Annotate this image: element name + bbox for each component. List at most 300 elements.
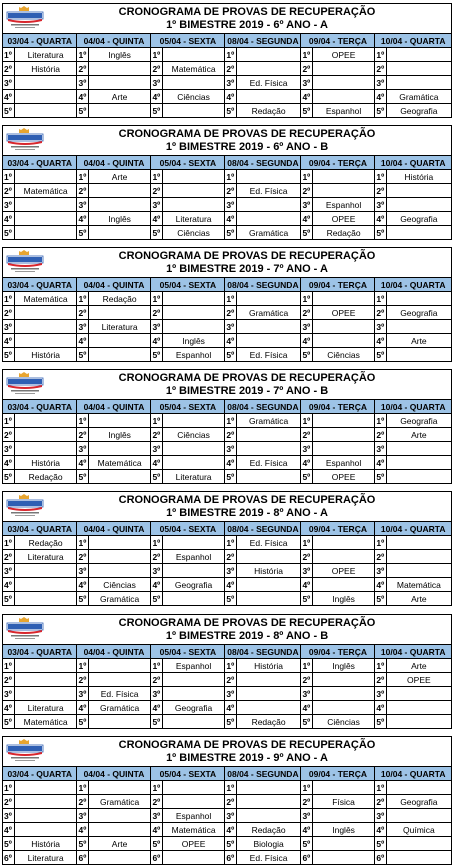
day-header: 05/04 - SEXTA [151, 645, 225, 659]
period-number: 2º [376, 429, 385, 440]
subject-cell: Gramática [236, 306, 301, 320]
period-number: 3º [152, 688, 161, 699]
period-number: 4º [152, 579, 161, 590]
period-number: 5º [78, 593, 87, 604]
day-header: 04/04 - QUINTA [77, 278, 151, 292]
period-number: 3º [226, 77, 235, 88]
block-subtitle: 1º BIMESTRE 2019 - 7º ANO - A [166, 263, 328, 275]
period-number: 5º [376, 105, 385, 116]
subject-cell [162, 781, 225, 795]
subject-cell [386, 781, 451, 795]
schedule-table [3, 645, 451, 728]
period-row [3, 781, 451, 795]
subject-cell: Ed. Física [236, 76, 301, 90]
period-number: 5º [3, 226, 14, 240]
period-number: 1º [3, 781, 14, 795]
day-header: 04/04 - QUINTA [77, 400, 151, 414]
period-number: 5º [226, 105, 235, 116]
period-row [3, 170, 451, 184]
subject-cell: OPEE [312, 48, 375, 62]
period-number: 4º [226, 579, 235, 590]
period-number: 1º [376, 49, 385, 60]
period-row [3, 550, 451, 564]
subject-cell [236, 320, 301, 334]
subject-cell [14, 320, 77, 334]
period-number: 1º [3, 536, 14, 550]
day-header: 05/04 - SEXTA [151, 34, 225, 48]
period-number: 2º [226, 307, 235, 318]
subject-cell [312, 62, 375, 76]
subject-cell [236, 809, 301, 823]
schedule-block [2, 247, 452, 362]
period-number: 6º [226, 852, 235, 863]
subject-cell: Arte [88, 170, 151, 184]
subject-cell: Ciências [88, 578, 151, 592]
schedule-table [3, 400, 451, 483]
subject-cell [162, 456, 225, 470]
period-number: 2º [3, 62, 14, 76]
period-row [3, 795, 451, 809]
period-number: 3º [3, 564, 14, 578]
period-row [3, 715, 451, 729]
period-number: 5º [152, 227, 161, 238]
day-header: 08/04 - SEGUNDA [225, 34, 301, 48]
school-logo-icon [5, 128, 45, 152]
subject-cell: Literatura [14, 48, 77, 62]
subject-cell: Espanhol [162, 550, 225, 564]
subject-cell: Literatura [14, 701, 77, 715]
subject-cell [88, 348, 151, 362]
period-number: 4º [302, 213, 311, 224]
period-number: 5º [302, 838, 311, 849]
schedule-block [2, 125, 452, 240]
block-title: CRONOGRAMA DE PROVAS DE RECUPERAÇÃO [118, 128, 376, 140]
day-header-row [3, 767, 451, 781]
period-number: 1º [302, 415, 311, 426]
subject-cell [88, 198, 151, 212]
subject-cell: Química [386, 823, 451, 837]
day-header: 08/04 - SEGUNDA [225, 156, 301, 170]
subject-cell: Ed. Física [236, 536, 301, 550]
period-number: 5º [152, 838, 161, 849]
period-row [3, 48, 451, 62]
period-number: 3º [3, 687, 14, 701]
period-number: 4º [3, 823, 14, 837]
subject-cell [312, 184, 375, 198]
period-number: 2º [226, 185, 235, 196]
period-number: 2º [376, 185, 385, 196]
day-header: 08/04 - SEGUNDA [225, 645, 301, 659]
period-number: 3º [376, 810, 385, 821]
subject-cell [386, 442, 451, 456]
subject-cell: Física [312, 795, 375, 809]
block-header [3, 370, 451, 400]
day-header: 08/04 - SEGUNDA [225, 400, 301, 414]
subject-cell: Inglês [312, 823, 375, 837]
subject-cell [14, 781, 77, 795]
period-number: 2º [78, 674, 87, 685]
period-number: 4º [152, 91, 161, 102]
subject-cell [312, 292, 375, 306]
period-row [3, 226, 451, 240]
subject-cell [88, 659, 151, 673]
period-number: 4º [78, 824, 87, 835]
period-number: 3º [226, 688, 235, 699]
subject-cell: História [14, 456, 77, 470]
period-number: 4º [78, 457, 87, 468]
subject-cell [386, 48, 451, 62]
period-number: 1º [302, 171, 311, 182]
subject-cell: Literatura [14, 851, 77, 865]
block-header [3, 248, 451, 278]
period-number: 4º [302, 457, 311, 468]
subject-cell [312, 334, 375, 348]
subject-cell: Arte [88, 90, 151, 104]
day-header: 04/04 - QUINTA [77, 34, 151, 48]
subject-cell: Literatura [88, 320, 151, 334]
period-number: 1º [152, 537, 161, 548]
day-header: 10/04 - QUARTA [375, 522, 451, 536]
subject-cell [312, 442, 375, 456]
period-row [3, 673, 451, 687]
subject-cell: Inglês [88, 212, 151, 226]
period-row [3, 428, 451, 442]
day-header: 10/04 - QUARTA [375, 645, 451, 659]
block-header [3, 126, 451, 156]
period-number: 3º [376, 199, 385, 210]
block-title: CRONOGRAMA DE PROVAS DE RECUPERAÇÃO [118, 250, 376, 262]
day-header: 03/04 - QUARTA [3, 522, 77, 536]
subject-cell: Arte [386, 592, 451, 606]
period-number: 1º [302, 49, 311, 60]
subject-cell [312, 414, 375, 428]
subject-cell [236, 90, 301, 104]
subject-cell [236, 673, 301, 687]
subject-cell [88, 715, 151, 729]
subject-cell [162, 184, 225, 198]
day-header-row [3, 34, 451, 48]
period-number: 2º [376, 796, 385, 807]
period-number: 4º [226, 335, 235, 346]
period-number: 2º [226, 551, 235, 562]
period-number: 3º [3, 76, 14, 90]
period-number: 1º [152, 782, 161, 793]
period-number: 5º [376, 593, 385, 604]
period-number: 5º [302, 349, 311, 360]
subject-cell [14, 226, 77, 240]
period-number: 4º [302, 579, 311, 590]
subject-cell: Gramática [236, 414, 301, 428]
school-logo-icon [5, 250, 45, 274]
subject-cell [162, 170, 225, 184]
subject-cell [14, 212, 77, 226]
subject-cell [236, 470, 301, 484]
subject-cell [386, 292, 451, 306]
period-row [3, 292, 451, 306]
subject-cell [14, 334, 77, 348]
subject-cell [386, 184, 451, 198]
subject-cell [236, 292, 301, 306]
subject-cell [88, 306, 151, 320]
period-row [3, 837, 451, 851]
subject-cell [312, 428, 375, 442]
period-number: 2º [3, 550, 14, 564]
subject-cell [386, 320, 451, 334]
day-header-row [3, 645, 451, 659]
period-number: 5º [78, 471, 87, 482]
subject-cell: Espanhol [162, 348, 225, 362]
subject-cell: OPEE [312, 212, 375, 226]
subject-cell [88, 536, 151, 550]
subject-cell [236, 212, 301, 226]
subject-cell: Inglês [88, 428, 151, 442]
period-number: 1º [226, 49, 235, 60]
period-number: 4º [78, 91, 87, 102]
subject-cell: História [14, 62, 77, 76]
day-header: 03/04 - QUARTA [3, 278, 77, 292]
subject-cell: OPEE [312, 306, 375, 320]
day-header: 04/04 - QUINTA [77, 645, 151, 659]
subject-cell [386, 809, 451, 823]
period-number: 2º [376, 551, 385, 562]
period-number: 3º [78, 443, 87, 454]
schedule-block [2, 614, 452, 729]
period-row [3, 348, 451, 362]
block-subtitle: 1º BIMESTRE 2019 - 8º ANO - A [166, 507, 328, 519]
subject-cell [162, 104, 225, 118]
school-logo-icon [5, 6, 45, 30]
subject-cell [386, 715, 451, 729]
period-number: 2º [226, 429, 235, 440]
subject-cell: Gramática [88, 592, 151, 606]
subject-cell: Ciências [162, 226, 225, 240]
subject-cell [386, 837, 451, 851]
block-subtitle: 1º BIMESTRE 2019 - 7º ANO - B [165, 385, 329, 397]
school-logo-icon [5, 372, 45, 396]
period-row [3, 442, 451, 456]
subject-cell: Geografia [386, 306, 451, 320]
period-number: 4º [376, 457, 385, 468]
period-number: 3º [3, 198, 14, 212]
period-number: 2º [302, 674, 311, 685]
period-row [3, 184, 451, 198]
subject-cell [386, 76, 451, 90]
block-title: CRONOGRAMA DE PROVAS DE RECUPERAÇÃO [118, 494, 376, 506]
subject-cell: Ciências [312, 348, 375, 362]
period-number: 2º [78, 429, 87, 440]
period-number: 1º [78, 782, 87, 793]
period-number: 2º [226, 796, 235, 807]
schedule-block [2, 736, 452, 865]
subject-cell: Espanhol [312, 104, 375, 118]
period-number: 2º [78, 551, 87, 562]
period-number: 1º [78, 293, 87, 304]
subject-cell: Ed. Física [236, 184, 301, 198]
period-row [3, 414, 451, 428]
period-number: 4º [152, 824, 161, 835]
period-number: 5º [152, 349, 161, 360]
period-number: 1º [78, 537, 87, 548]
period-number: 2º [3, 428, 14, 442]
period-row [3, 456, 451, 470]
period-number: 5º [376, 838, 385, 849]
period-number: 1º [302, 782, 311, 793]
subject-cell: Geografia [386, 104, 451, 118]
subject-cell: Redação [312, 226, 375, 240]
subject-cell: Arte [88, 837, 151, 851]
subject-cell [312, 837, 375, 851]
subject-cell: História [386, 170, 451, 184]
subject-cell [386, 456, 451, 470]
subject-cell: Redação [236, 104, 301, 118]
subject-cell [14, 104, 77, 118]
block-subtitle: 1º BIMESTRE 2019 - 8º ANO - B [165, 630, 329, 642]
subject-cell [236, 48, 301, 62]
subject-cell [236, 442, 301, 456]
subject-cell: História [14, 837, 77, 851]
period-number: 1º [78, 415, 87, 426]
subject-cell [14, 90, 77, 104]
subject-cell [14, 306, 77, 320]
period-number: 5º [3, 837, 14, 851]
period-number: 1º [302, 660, 311, 671]
day-header-row [3, 400, 451, 414]
subject-cell [14, 198, 77, 212]
period-number: 4º [376, 91, 385, 102]
period-number: 4º [152, 213, 161, 224]
period-row [3, 90, 451, 104]
subject-cell [386, 701, 451, 715]
period-number: 1º [376, 782, 385, 793]
schedule-table [3, 767, 451, 864]
subject-cell [14, 76, 77, 90]
subject-cell: Redação [88, 292, 151, 306]
subject-cell: Matemática [14, 292, 77, 306]
period-number: 2º [152, 674, 161, 685]
period-number: 3º [152, 443, 161, 454]
period-number: 3º [152, 810, 161, 821]
day-header: 04/04 - QUINTA [77, 767, 151, 781]
subject-cell [236, 334, 301, 348]
subject-cell [386, 536, 451, 550]
subject-cell [162, 198, 225, 212]
subject-cell: Espanhol [312, 198, 375, 212]
block-header [3, 615, 451, 645]
subject-cell [14, 592, 77, 606]
period-number: 6º [3, 851, 14, 865]
subject-cell [312, 170, 375, 184]
subject-cell [312, 687, 375, 701]
period-number: 6º [376, 852, 385, 863]
period-number: 6º [302, 852, 311, 863]
period-number: 4º [226, 213, 235, 224]
subject-cell [162, 414, 225, 428]
period-number: 4º [78, 702, 87, 713]
period-number: 5º [152, 716, 161, 727]
period-number: 4º [152, 335, 161, 346]
period-number: 3º [3, 809, 14, 823]
period-number: 2º [78, 185, 87, 196]
period-number: 5º [376, 471, 385, 482]
subject-cell [386, 564, 451, 578]
period-number: 2º [78, 307, 87, 318]
subject-cell [88, 414, 151, 428]
period-number: 5º [376, 716, 385, 727]
period-number: 3º [78, 688, 87, 699]
subject-cell: Literatura [162, 212, 225, 226]
day-header: 09/04 - TERÇA [301, 156, 375, 170]
day-header: 03/04 - QUARTA [3, 400, 77, 414]
period-number: 5º [3, 348, 14, 362]
period-row [3, 76, 451, 90]
period-number: 6º [152, 852, 161, 863]
period-number: 4º [152, 457, 161, 468]
period-row [3, 701, 451, 715]
period-number: 1º [78, 49, 87, 60]
period-number: 5º [226, 838, 235, 849]
subject-cell: Geografia [386, 795, 451, 809]
day-header: 09/04 - TERÇA [301, 278, 375, 292]
day-header-row [3, 156, 451, 170]
period-number: 1º [302, 537, 311, 548]
day-header: 10/04 - QUARTA [375, 34, 451, 48]
subject-cell: Ed. Física [88, 687, 151, 701]
subject-cell: Matemática [162, 823, 225, 837]
period-number: 5º [3, 104, 14, 118]
day-header: 05/04 - SEXTA [151, 156, 225, 170]
subject-cell [88, 104, 151, 118]
subject-cell [386, 62, 451, 76]
period-number: 2º [78, 796, 87, 807]
subject-cell: Geografia [386, 414, 451, 428]
subject-cell: Matemática [88, 456, 151, 470]
period-number: 3º [376, 321, 385, 332]
subject-cell [14, 673, 77, 687]
subject-cell: Biologia [236, 837, 301, 851]
period-number: 3º [152, 565, 161, 576]
subject-cell [236, 687, 301, 701]
period-number: 2º [226, 63, 235, 74]
period-number: 2º [302, 429, 311, 440]
period-number: 3º [152, 321, 161, 332]
day-header: 10/04 - QUARTA [375, 278, 451, 292]
period-row [3, 809, 451, 823]
subject-cell [88, 851, 151, 865]
period-number: 2º [152, 551, 161, 562]
period-number: 2º [152, 429, 161, 440]
subject-cell [162, 795, 225, 809]
period-number: 5º [302, 105, 311, 116]
day-header-row [3, 278, 451, 292]
period-number: 2º [302, 307, 311, 318]
subject-cell: Matemática [14, 715, 77, 729]
subject-cell [88, 781, 151, 795]
subject-cell [236, 428, 301, 442]
period-number: 5º [302, 716, 311, 727]
period-number: 4º [302, 91, 311, 102]
block-header [3, 737, 451, 767]
period-number: 3º [152, 77, 161, 88]
schedule-table [3, 34, 451, 117]
period-number: 2º [3, 184, 14, 198]
subject-cell: Literatura [162, 470, 225, 484]
subject-cell [14, 414, 77, 428]
subject-cell [386, 687, 451, 701]
subject-cell: Matemática [162, 62, 225, 76]
period-number: 2º [376, 674, 385, 685]
period-number: 4º [376, 213, 385, 224]
subject-cell [312, 550, 375, 564]
